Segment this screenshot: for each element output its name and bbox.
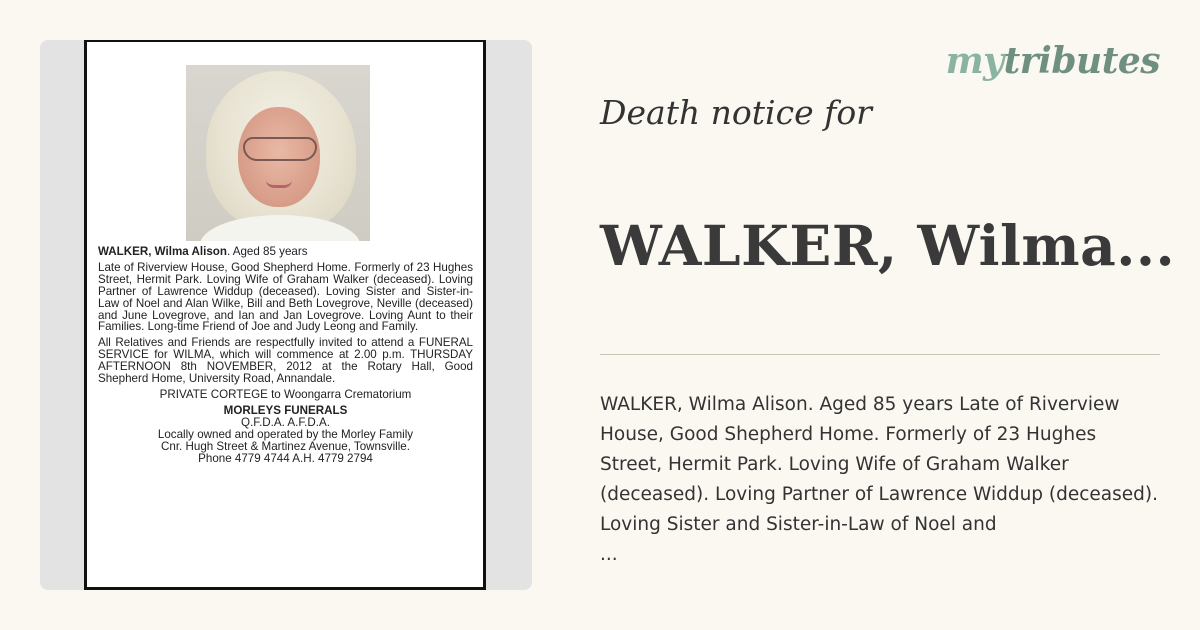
excerpt-ellipsis: ...: [600, 544, 618, 565]
excerpt-text: WALKER, Wilma Alison. Aged 85 years Late of Riverview House, Good Shepherd Home. Formerly of 23 Hughes Street, Hermit Park. Loving Wife of Graham Walker (deceased). Loving Partner of Lawrence Widdup (deceased). Loving Sister and Sister-in-Law of Noel and: [600, 394, 1159, 535]
notice-paragraph-family: Late of Riverview House, Good Shepherd Home. Formerly of 23 Hughes Street, Hermit Park. Loving Wife of Graham Walker (deceased). Loving Partner of Lawrence Widdup (deceased). Loving Sister and Sister-in-Law of Noel and Alan Wilke, Bill and Beth Lovegrove, Neville (deceased) and June Lovegrove, and Ian and Jan Lovegrove. Loving Aunt to their Families. Long-time Friend of Joe and Judy Leong and Family.: [98, 260, 473, 334]
photo-shoulder-shape: [200, 215, 360, 241]
photo-glasses-shape: [243, 137, 317, 161]
logo-suffix: tributes: [1003, 40, 1160, 82]
photo-smile-shape: [266, 180, 292, 188]
notice-name: WALKER, Wilma Alison: [98, 245, 227, 258]
funeral-home-name: MORLEYS FUNERALS: [223, 403, 348, 417]
notice-age: . Aged 85 years: [226, 245, 308, 258]
mytributes-logo[interactable]: [946, 40, 1160, 82]
funeral-home-qualifications: Q.F.D.A. A.F.D.A.: [241, 415, 330, 429]
notice-body: [98, 246, 473, 464]
page-subtitle: Death notice for: [600, 93, 872, 132]
logo-prefix: my: [945, 40, 1004, 82]
funeral-home-owned: Locally owned and operated by the Morley Family: [157, 427, 414, 441]
notice-cortege: PRIVATE CORTEGE to Woongarra Crematorium: [159, 387, 412, 401]
funeral-home-address: Cnr. Hugh Street & Martinez Avenue, Townsville.: [161, 439, 410, 453]
funeral-home-phone: Phone 4779 4744 A.H. 4779 2794: [198, 451, 373, 465]
notice-excerpt: [600, 390, 1160, 570]
notice-image-card: [40, 40, 532, 590]
divider: [600, 354, 1160, 355]
notice-name-line: [98, 246, 473, 258]
notice-paragraph-service: All Relatives and Friends are respectfully invited to attend a FUNERAL SERVICE for WILMA, which will commence at 2.00 p.m. THURSDAY AFTERNOON 8th NOVEMBER, 2012 at the Rotary Hall, Good Shepherd Home, University Road, Annandale.: [98, 336, 473, 386]
portrait-photo: [186, 65, 370, 241]
newspaper-notice: [84, 40, 486, 590]
page-title: WALKER, Wilma...: [600, 213, 1176, 278]
